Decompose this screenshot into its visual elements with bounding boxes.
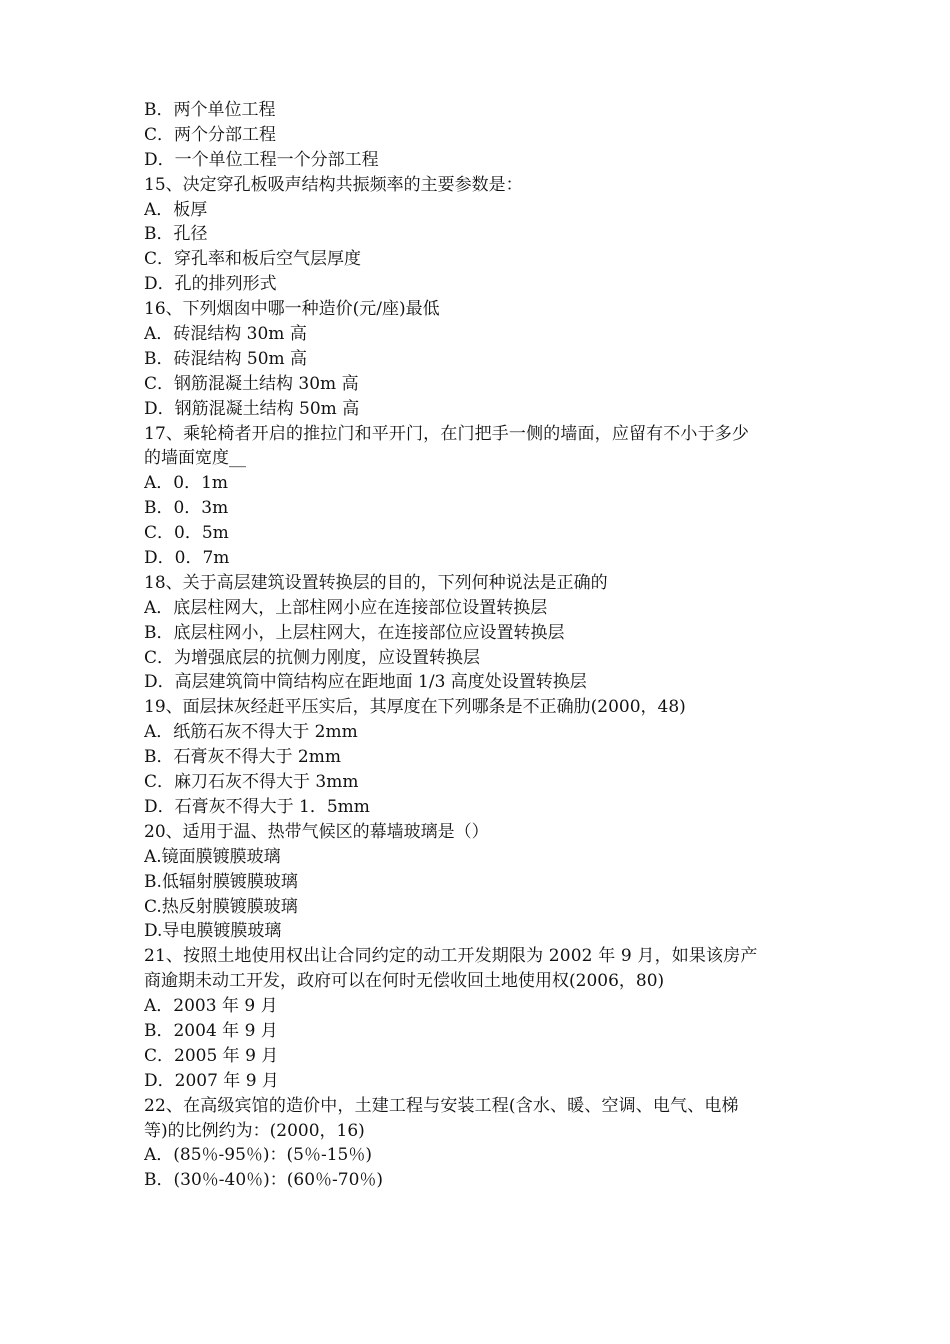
option-line: D．0．7m — [144, 548, 230, 569]
question-line: 19、面层抹灰经赶平压实后，其厚度在下列哪条是不正确肋(2000，48) — [144, 697, 686, 718]
question-line: 22、在高级宾馆的造价中，土建工程与安装工程(含水、暖、空调、电气、电梯 — [144, 1095, 739, 1116]
question-line: 18、关于高层建筑设置转换层的目的，下列何种说法是正确的 — [144, 572, 608, 593]
option-line: D.导电膜镀膜玻璃 — [144, 921, 282, 942]
option-line: C．0．5m — [144, 523, 229, 544]
option-line: C．穿孔率和板后空气层厚度 — [144, 249, 362, 270]
option-line: D．2007 年 9 月 — [144, 1070, 279, 1091]
option-line: D．一个单位工程一个分部工程 — [144, 149, 379, 170]
question-line-continued: 等)的比例约为：(2000，16) — [144, 1120, 365, 1141]
option-line: B．砖混结构 50m 高 — [144, 348, 308, 369]
option-line: D．钢筋混凝土结构 50m 高 — [144, 398, 360, 419]
option-line: A．0．1m — [144, 473, 229, 494]
option-line: B．2004 年 9 月 — [144, 1020, 278, 1041]
option-line: C．为增强底层的抗侧力刚度，应设置转换层 — [144, 647, 481, 668]
document-page — [144, 98, 814, 1193]
question-line: 15、决定穿孔板吸声结构共振频率的主要参数是： — [144, 174, 523, 195]
question-line-continued: 商逾期未动工开发，政府可以在何时无偿收回土地使用权(2006，80) — [144, 971, 665, 992]
option-line: D．高层建筑筒中筒结构应在距地面 1/3 高度处设置转换层 — [144, 672, 587, 693]
option-line: C．钢筋混凝土结构 30m 高 — [144, 373, 359, 394]
question-line-continued: 的墙面宽度__ — [144, 448, 246, 469]
option-line: C．麻刀石灰不得大于 3mm — [144, 772, 359, 793]
option-line: A．砖混结构 30m 高 — [144, 324, 307, 345]
option-line: B．底层柱网小，上层柱网大，在连接部位应设置转换层 — [144, 622, 565, 643]
option-line: A．(85％-95％)：(5％-15％) — [144, 1145, 373, 1166]
option-line: C．两个分部工程 — [144, 124, 277, 145]
option-line: B.低辐射膜镀膜玻璃 — [144, 871, 298, 892]
option-line: C．2005 年 9 月 — [144, 1045, 279, 1066]
question-line: 21、按照土地使用权出让合同约定的动工开发期限为 2002 年 9 月，如果该房产 — [144, 946, 758, 967]
option-line: B．石膏灰不得大于 2mm — [144, 747, 341, 768]
option-line: D．石膏灰不得大于 1．5mm — [144, 796, 370, 817]
option-line: A．2003 年 9 月 — [144, 996, 278, 1017]
question-line: 16、下列烟囱中哪一种造价(元/座)最低 — [144, 299, 440, 320]
question-line: 20、适用于温、热带气候区的幕墙玻璃是（） — [144, 821, 489, 842]
option-line: A.镜面膜镀膜玻璃 — [144, 846, 281, 867]
option-line: A．纸筋石灰不得大于 2mm — [144, 722, 358, 743]
option-line: A．板厚 — [144, 199, 208, 220]
option-line: B．孔径 — [144, 224, 208, 245]
question-line: 17、乘轮椅者开启的推拉门和平开门，在门把手一侧的墙面，应留有不小于多少 — [144, 423, 750, 444]
option-line: B．(30％-40％)：(60％-70％) — [144, 1170, 384, 1191]
option-line: B．0．3m — [144, 498, 229, 519]
option-line: A．底层柱网大，上部柱网小应在连接部位设置转换层 — [144, 597, 548, 618]
option-line: D．孔的排列形式 — [144, 274, 277, 295]
option-line: C.热反射膜镀膜玻璃 — [144, 896, 298, 917]
option-line: B．两个单位工程 — [144, 100, 276, 120]
